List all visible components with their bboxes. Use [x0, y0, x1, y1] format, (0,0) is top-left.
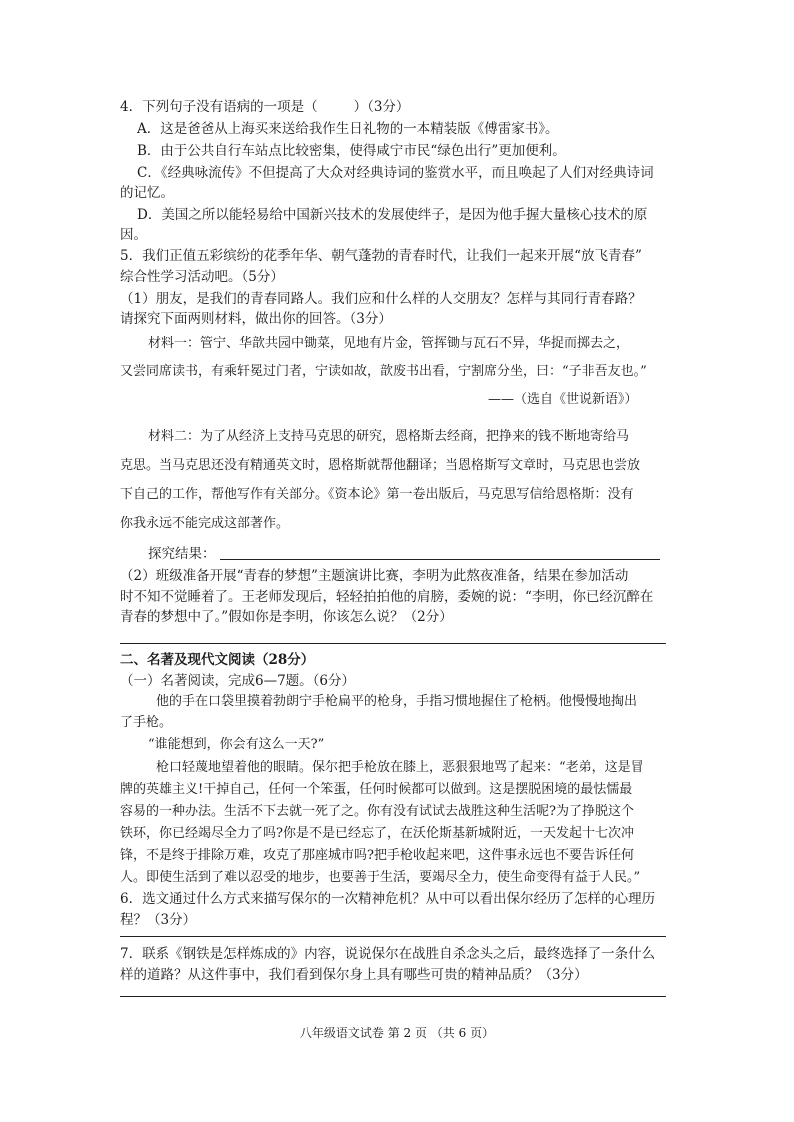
q6-line2: 程？（3分） [120, 912, 197, 928]
reading-line8: 锋，不是终于排除万难，攻克了那座城市吗?把手枪收起来吧，这件事永远也不要告诉任何 [120, 848, 634, 863]
reading-line7: 铁环，你已经竭尽全力了吗?你是不是已经忘了，在沃伦斯基新城附近，一天发起十七次冲 [120, 826, 634, 841]
q7-answer-line[interactable] [120, 996, 666, 997]
q4-option-b: B．由于公共自行车站点比较密集，使得咸宁市民“绿色出行”更加便利。 [137, 143, 566, 159]
q4-option-d-line2: 因。 [120, 227, 147, 243]
page-footer: 八年级语文试卷 第 2 页 （共 6 页） [299, 1026, 495, 1040]
q5-part2-line2: 时不知不觉睡着了。王老师发现后，轻轻拍拍他的肩膀，委婉的说：“李明，你已经沉醉在 [120, 589, 654, 605]
section2-subheading: （一）名著阅读，完成6—7题。（6分） [120, 673, 356, 689]
material1-line1: 材料一：管宁、华歆共园中锄菜，见地有片金，管挥锄与瓦石不异，华捉而掷去之， [148, 336, 630, 351]
q4-option-c-line1: C．《经典咏流传》不但提高了大众对经典诗词的鉴赏水平，而且唤起了人们对经典诗词 [137, 165, 654, 181]
material2-line4: 你我永远不能完成这部著作。 [120, 516, 290, 531]
material2-line1: 材料二：为了从经济上支持马克思的研究，恩格斯去经商，把挣来的钱不断地寄给马 [148, 429, 630, 444]
q7-line1: 7．联系《钢铁是怎样炼成的》内容，说说保尔在战胜自杀念头之后，最终选择了一条什么 [120, 946, 656, 962]
q4-stem [120, 97, 409, 117]
q5-stem-line2: 综合性学习活动吧。（5分） [120, 269, 284, 285]
reading-line3: “谁能想到，你会有这么一天?” [148, 737, 325, 752]
reading-line1: 他的手在口袋里摸着勃朗宁手枪扁平的枪身，手指习惯地握住了枪柄。他慢慢地掏出 [156, 694, 638, 709]
reading-line2: 了手枪。 [120, 715, 173, 730]
q4-stem-b: ）（3分） [353, 99, 410, 115]
material1-line2: 又尝同席读书，有乘轩冕过门者，宁读如故，歆废书出看，宁割席分坐，曰：“子非吾友也。” [120, 364, 647, 379]
q5-answer-line[interactable] [120, 643, 666, 644]
q4-option-a: A．这是爸爸从上海买来送给我作生日礼物的一本精装版《傅雷家书》。 [137, 121, 559, 137]
section2-title: 二、名著及现代文阅读（28分） [120, 652, 315, 668]
material2-line3: 下自己的工作，帮他写作有关部分。《资本论》第一卷出版后，马克思写信给恩格斯：没有 [120, 487, 634, 502]
q6-answer-line[interactable] [120, 936, 666, 937]
q5-part1-line1: （1）朋友，是我们的青春同路人。我们应和什么样的人交朋友？怎样与其同行青春路？ [120, 291, 642, 307]
exploration-result-blank[interactable] [220, 545, 660, 560]
q5-stem-line1: 5．我们正值五彩缤纷的花季年华、朝气蓬勃的青春时代，让我们一起来开展“放飞青春” [120, 248, 642, 264]
q7-line2: 样的道路？从这件事中，我们看到保尔身上具有哪些可贵的精神品质？（3分） [120, 967, 588, 983]
q6-line1: 6．选文通过什么方式来描写保尔的一次精神危机？从中可以看出保尔经历了怎样的心理历 [120, 891, 656, 907]
q5-part1-line2: 请探究下面两则材料，做出你的回答。（3分） [120, 311, 392, 327]
material1-source: ——（选自《世说新语》） [488, 392, 638, 407]
reading-line9: 人。即使生活到了难以忍受的地步，也要善于生活，要竭尽全力，使生命变得有益于人民。” [120, 870, 641, 885]
exploration-result-label: 探究结果： [148, 546, 216, 562]
reading-line6: 容易的一种办法。生活不下去就一死了之。你有没有试试去战胜这种生活呢?为了挣脱这个 [120, 804, 634, 819]
material2-line2: 克思。当马克思还没有精通英文时，恩格斯就帮他翻译；当恩格斯写文章时，马克思也尝放 [120, 458, 641, 473]
q4-stem-a: 4．下列句子没有语病的一项是（ [120, 99, 318, 115]
reading-line4: 枪口轻蔑地望着他的眼睛。保尔把手枪放在膝上，恶狠狠地骂了起来：“老弟，这是冒 [156, 760, 644, 775]
exploration-result [148, 544, 660, 564]
reading-line5: 牌的英雄主义!干掉自己，任何一个笨蛋，任何时候都可以做到。这是摆脱困境的最怯懦最 [120, 782, 633, 797]
q4-option-d-line1: D．美国之所以能轻易给中国新兴技术的发展使绊子，是因为他手握大量核心技术的原 [137, 207, 648, 223]
q5-part2-line3: 青春的梦想中了。”假如你是李明，你该怎么说？（2分） [120, 609, 453, 625]
q4-option-c-line2: 的记忆。 [120, 185, 174, 201]
q5-part2-line1: （2）班级准备开展“青春的梦想”主题演讲比赛，李明为此熬夜准备，结果在参加活动 [120, 568, 629, 584]
